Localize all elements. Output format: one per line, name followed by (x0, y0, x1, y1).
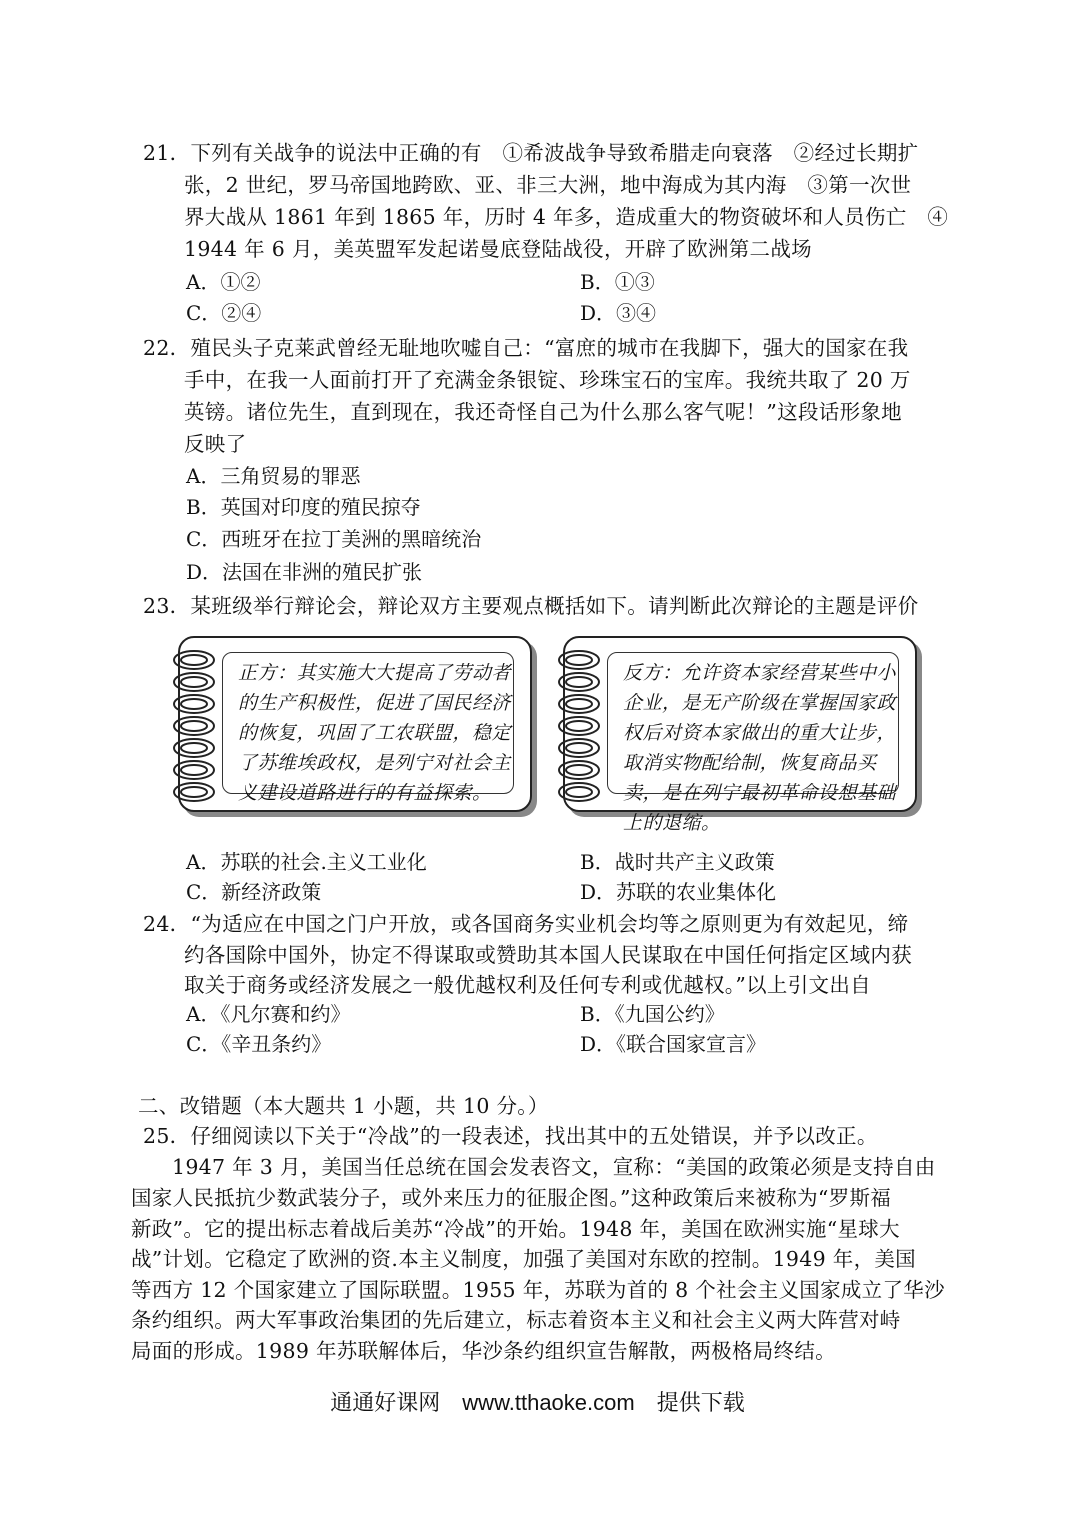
q25-passage-line-4: 战”计划。它稳定了欧洲的资.本主义制度，加强了美国对东欧的控制。1949 年，美国 (131, 1247, 916, 1271)
q21-line-1: 21．下列有关战争的说法中正确的有 ①希波战争导致希腊走向衰落 ②经过长期扩 (143, 141, 919, 165)
q22-option-c: C．西班牙在拉丁美洲的黑暗统治 (186, 527, 482, 551)
q21-line-3: 界大战从 1861 年到 1865 年，历时 4 年多，造成重大的物资破坏和人员伤亡 ④ (184, 205, 949, 229)
q21-line-4: 1944 年 6 月，美英盟军发起诺曼底登陆战役，开辟了欧洲第二战场 (184, 237, 812, 261)
q24-line-3: 取关于商务或经济发展之一般优越权利及任何专利或优越权。”以上引文出自 (184, 973, 871, 997)
q21-option-d: D．③④ (580, 301, 657, 325)
q23-option-c: C．新经济政策 (186, 880, 322, 904)
q23-stem: 23．某班级举行辩论会，辩论双方主要观点概括如下。请判断此次辩论的主题是评价 (143, 594, 919, 618)
q25-stem: 25．仔细阅读以下关于“冷战”的一段表述，找出其中的五处错误，并予以改正。 (143, 1124, 878, 1148)
q23-option-a: A．苏联的社会.主义工业化 (186, 850, 427, 874)
q23-option-d: D．苏联的农业集体化 (580, 880, 777, 904)
q24-option-a: A．《凡尔赛和约》 (186, 1002, 351, 1026)
q25-passage-line-1: 1947 年 3 月，美国当任总统在国会发表咨文，宣称：“美国的政策必须是支持自由 (172, 1155, 936, 1179)
q24-line-1: 24．“为适应在中国之门户开放，或各国商务实业机会均等之原则更为有效起见，缔 (143, 912, 909, 936)
affirmative-card (178, 636, 532, 812)
q25-passage-line-5: 等西方 12 个国家建立了国际联盟。1955 年，苏联为首的 8 个社会主义国家成立了华沙 (131, 1278, 945, 1302)
footer-download-note: 通通好课网 www.tthaoke.com 提供下载 (330, 1390, 745, 1415)
q25-passage-line-3: 新政”。它的提出标志着战后美苏“冷战”的开始。1948 年，美国在欧洲实施“星球大 (131, 1217, 900, 1241)
section-2-title: 二、改错题（本大题共 1 小题，共 10 分。） (138, 1094, 549, 1118)
q22-line-2: 手中，在我一人面前打开了充满金条银锭、珍珠宝石的宝库。我统共取了 20 万 (184, 368, 911, 392)
q25-passage-line-6: 条约组织。两大军事政治集团的先后建立，标志着资本主义和社会主义两大阵营对峙 (131, 1308, 901, 1332)
q25-passage-line-2: 国家人民抵抗少数武装分子，或外来压力的征服企图。”这种政策后来被称为“罗斯福 (131, 1186, 892, 1210)
q23-option-b: B．战时共产主义政策 (580, 850, 775, 874)
q21-option-c: C．②④ (186, 301, 262, 325)
q24-option-b: B．《九国公约》 (580, 1002, 725, 1026)
q24-option-d: D．《联合国家宣言》 (580, 1032, 767, 1056)
affirmative-card-text: 正方：其实施大大提高了劳动者的生产积极性，促进了国民经济的恢复，巩固了工农联盟，稳定了苏维埃政权，是列宁对社会主义建设道路进行的有益探索。 (238, 662, 512, 804)
q24-option-c: C．《辛丑条约》 (186, 1032, 332, 1056)
q22-line-1: 22．殖民头子克莱武曾经无耻地吹嘘自己：“富庶的城市在我脚下，强大的国家在我 (143, 336, 909, 360)
q22-option-d: D．法国在非洲的殖民扩张 (186, 560, 423, 584)
q22-option-a: A．三角贸易的罪恶 (186, 464, 361, 488)
q21-line-2: 张，2 世纪，罗马帝国地跨欧、亚、非三大洲，地中海成为其内海 ③第一次世 (184, 173, 912, 197)
q21-option-b: B．①③ (580, 270, 655, 294)
q24-line-2: 约各国除中国外，协定不得谋取或赞助其本国人民谋取在中国任何指定区域内获 (184, 943, 912, 967)
q22-option-b: B．英国对印度的殖民掠夺 (186, 495, 421, 519)
q22-line-4: 反映了 (184, 432, 247, 456)
negative-card-text: 反方：允许资本家经营某些中小企业，是无产阶级在掌握国家政权后对资本家做出的重大让步，取消实物配给制，恢复商品买卖，是在列宁最初革命设想基础上的退缩。 (623, 662, 897, 834)
q22-line-3: 英镑。诸位先生，直到现在，我还奇怪自己为什么那么客气呢！”这段话形象地 (184, 400, 902, 424)
q21-option-a: A．①② (186, 270, 261, 294)
q25-passage-line-7: 局面的形成。1989 年苏联解体后，华沙条约组织宣告解散，两极格局终结。 (131, 1339, 836, 1363)
negative-card (563, 636, 917, 834)
